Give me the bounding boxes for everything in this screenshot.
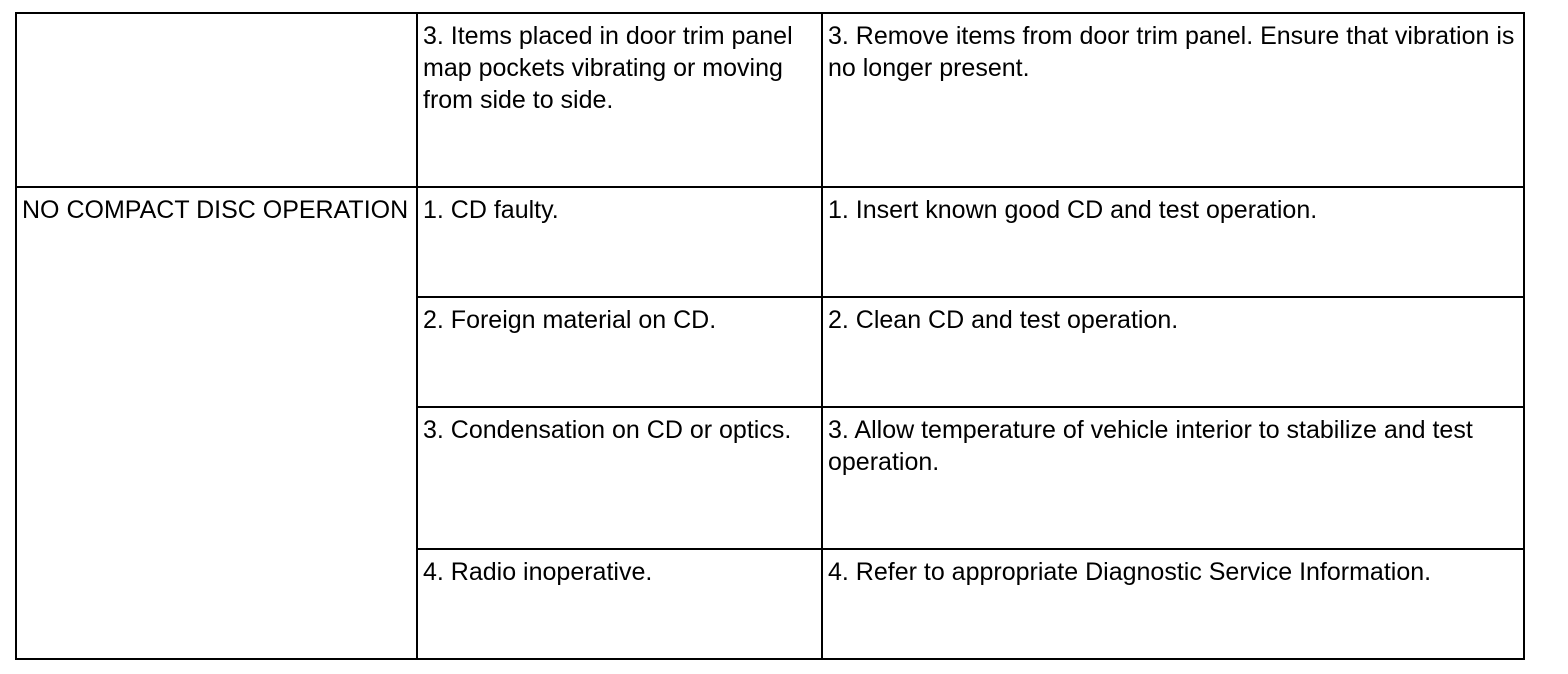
- cause-cell: 1. CD faulty.: [417, 187, 822, 297]
- cause-cell: 2. Foreign material on CD.: [417, 297, 822, 407]
- table-row: [16, 13, 1524, 187]
- cause-cell: 3. Condensation on CD or optics.: [417, 407, 822, 549]
- table-row: [16, 187, 1524, 297]
- correction-cell: 3. Remove items from door trim panel. Ensure that vibration is no longer present.: [822, 13, 1524, 187]
- cause-cell: 3. Items placed in door trim panel map pockets vibrating or moving from side to side.: [417, 13, 822, 187]
- correction-cell: 1. Insert known good CD and test operation.: [822, 187, 1524, 297]
- correction-cell: 3. Allow temperature of vehicle interior to stabilize and test operation.: [822, 407, 1524, 549]
- cause-cell: 4. Radio inoperative.: [417, 549, 822, 659]
- condition-cell: [16, 13, 417, 187]
- correction-cell: 4. Refer to appropriate Diagnostic Service Information.: [822, 549, 1524, 659]
- correction-cell: 2. Clean CD and test operation.: [822, 297, 1524, 407]
- diagnosis-table: [15, 12, 1525, 660]
- condition-cell: NO COMPACT DISC OPERATION: [16, 187, 417, 659]
